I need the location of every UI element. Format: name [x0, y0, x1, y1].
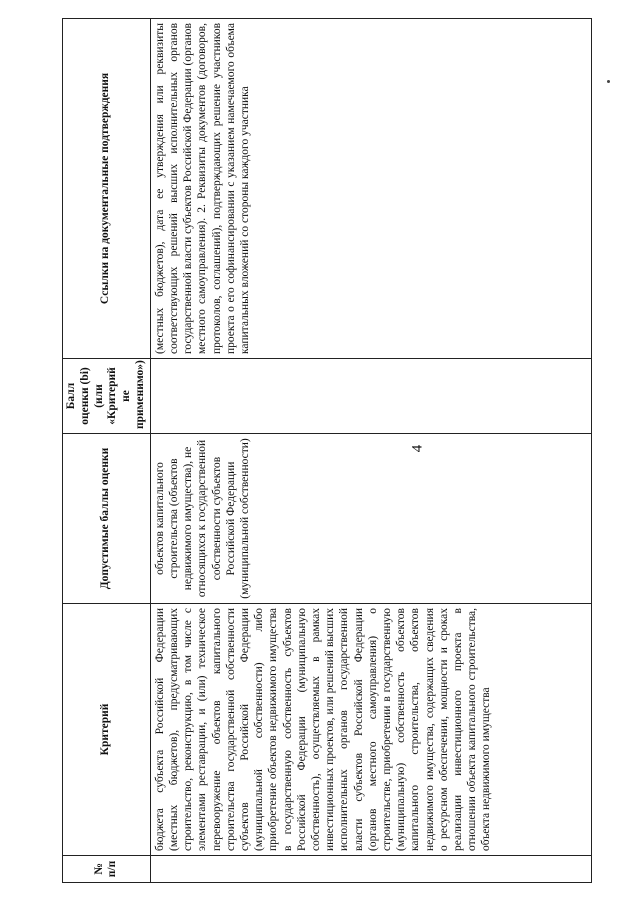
page-number: 4: [409, 444, 426, 453]
criteria-table: [62, 18, 592, 883]
header-criterion: Критерий: [63, 604, 151, 856]
header-score-value: Балл оценки (bi) (или «Критерий не применимо»): [63, 359, 151, 434]
scan-speck: [607, 80, 610, 83]
rotated-table-container: [62, 18, 592, 883]
cell-allowed-scores: объектов капитального строительства (объектов недвижимого имущества), не относящихся к государственной собственности субъектов Российской Федерации (муниципальной собственности): [150, 434, 591, 604]
cell-criterion: бюджета субъекта Российской Федерации (местных бюджетов), предусматривающих строительство, реконструкцию, в том числе с элементами реставрации, и (или) техническое перевооружение объектов капитального строительства государственной собственности субъектов Российской Федерации (муниципальной собственности) либо приобретение объектов недвижимого имущества в государственную собственность субъектов Российской Федерации (муниципальную собственность), осуществляемых в рамках инвестиционных проектов, или решений высших исполнительных органов государственной власти субъектов Российской Федерации (органов местного самоуправления) о строительстве, приобретении в государственную (муниципальную) собственность объектов капитального строительства, объектов недвижимого имущества, содержащих сведения о ресурсном обеспечении, мощности и сроках реализации инвестиционного проекта в отношении объекта капитального строительства, объекта недвижимого имущества: [150, 604, 591, 856]
table-row: [150, 19, 591, 883]
cell-references: (местных бюджетов), дата ее утверждения или реквизиты соответствующих решений высших исполнительных органов государственной власти субъектов Российской Федерации (органов местного самоуправления). 2. Реквизиты документов (договоров, протоколов, соглашений), подтверждающих решение участников проекта о его софинансировании с указанием намечаемого объема капитальных вложений со стороны каждого участника: [150, 19, 591, 359]
header-number: № п/п: [63, 856, 151, 883]
table-header-row: [63, 19, 151, 883]
header-references: Ссылки на документальные подтверждения: [63, 19, 151, 359]
rotated-page-frame: [62, 18, 592, 883]
cell-score-value: [150, 359, 591, 434]
cell-number: [150, 856, 591, 883]
header-allowed-scores: Допустимые баллы оценки: [63, 434, 151, 604]
